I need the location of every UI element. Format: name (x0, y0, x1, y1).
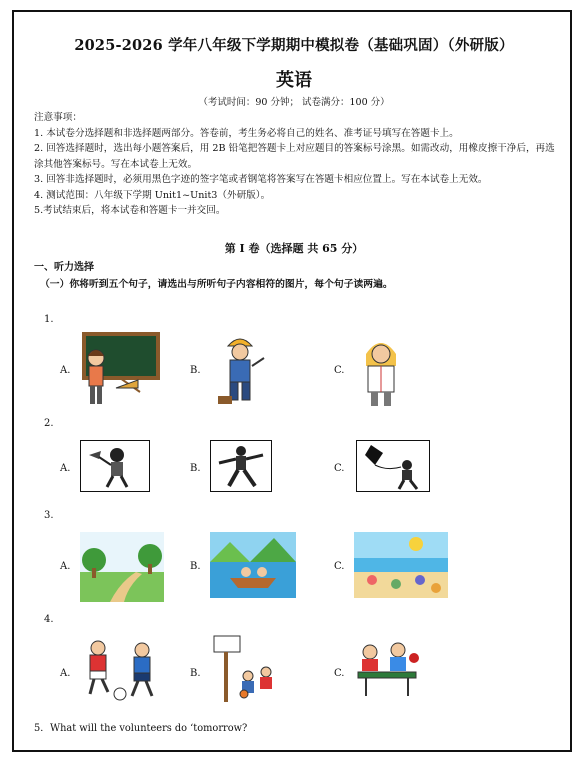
option-label: B. (190, 668, 201, 679)
option-label: C. (334, 668, 345, 679)
note-item: 4. 测试范围：八年级下学期 Unit1~Unit3（外研版）。 (34, 189, 271, 201)
kids-ping-pong-icon (354, 636, 420, 700)
kids-basketball-icon (210, 632, 280, 702)
note-item: 1. 本试卷分选择题和非选择题两部分。答卷前，考生务必将自己的姓名、准考证号填写在答题卡上。 (34, 127, 459, 139)
teacher-blackboard-icon (80, 332, 160, 408)
man-tai-chi-icon (211, 441, 271, 491)
boy-toy-plane-icon (81, 441, 149, 491)
option-label: B. (190, 561, 201, 572)
boy-kite-icon (357, 441, 429, 491)
option-label: A. (60, 668, 71, 679)
note-item: 5.考试结束后，将本试卷和答题卡一并交回。 (34, 205, 226, 216)
exam-title: 2025-2026 学年八年级下学期期中模拟卷（基础巩固）（外研版） (74, 37, 514, 54)
question-number: 3. (44, 510, 54, 521)
notes-heading: 注意事项： (34, 112, 82, 123)
park-scene-icon (80, 532, 164, 602)
boy-kite-frame (356, 440, 430, 492)
option-label: C. (334, 365, 345, 376)
question-5: 5．What will the volunteers do ‘tomorrow? (34, 723, 248, 734)
part-title: 一、听力选择 (34, 262, 94, 273)
worker-icon (210, 332, 270, 408)
exam-page (12, 10, 572, 752)
option-label: C. (334, 561, 345, 572)
exam-meta: （考试时间：90 分钟； 试卷满分：100 分） (198, 97, 390, 108)
note-item: 2. 回答选择题时，选出每小题答案后，用 2B 铅笔把答题卡上对应题目的答案标号涂黑。如需改动，用橡皮擦干净后，再选涂其他答案标号。写在本试卷上无效。 (34, 143, 555, 170)
part-instruction: （一）你将听到五个句子，请选出与所听句子内容相符的图片，每个句子读两遍。 (40, 279, 393, 290)
option-label: B. (190, 365, 201, 376)
option-label: B. (190, 463, 201, 474)
boy-toy-plane-frame (80, 440, 150, 492)
option-label: C. (334, 463, 345, 474)
question-number: 2. (44, 418, 54, 429)
kids-football-icon (82, 636, 164, 702)
question-number: 1. (44, 314, 54, 325)
notes-block (34, 110, 564, 219)
note-item: 3. 回答非选择题时，必须用黑色字迹的签字笔或者钢笔将答案写在答题卡相应位置上。写在本试卷上无效。 (34, 174, 488, 185)
option-label: A. (60, 463, 71, 474)
section-title: 第 I 卷（选择题 共 65 分） (224, 242, 364, 255)
subject-title: 英语 (276, 70, 312, 91)
boat-river-icon (210, 532, 296, 598)
question-number: 4. (44, 614, 54, 625)
beach-scene-icon (354, 532, 448, 598)
option-label: A. (60, 365, 71, 376)
man-tai-chi-frame (210, 440, 272, 492)
option-label: A. (60, 561, 71, 572)
doctor-icon (356, 332, 406, 408)
